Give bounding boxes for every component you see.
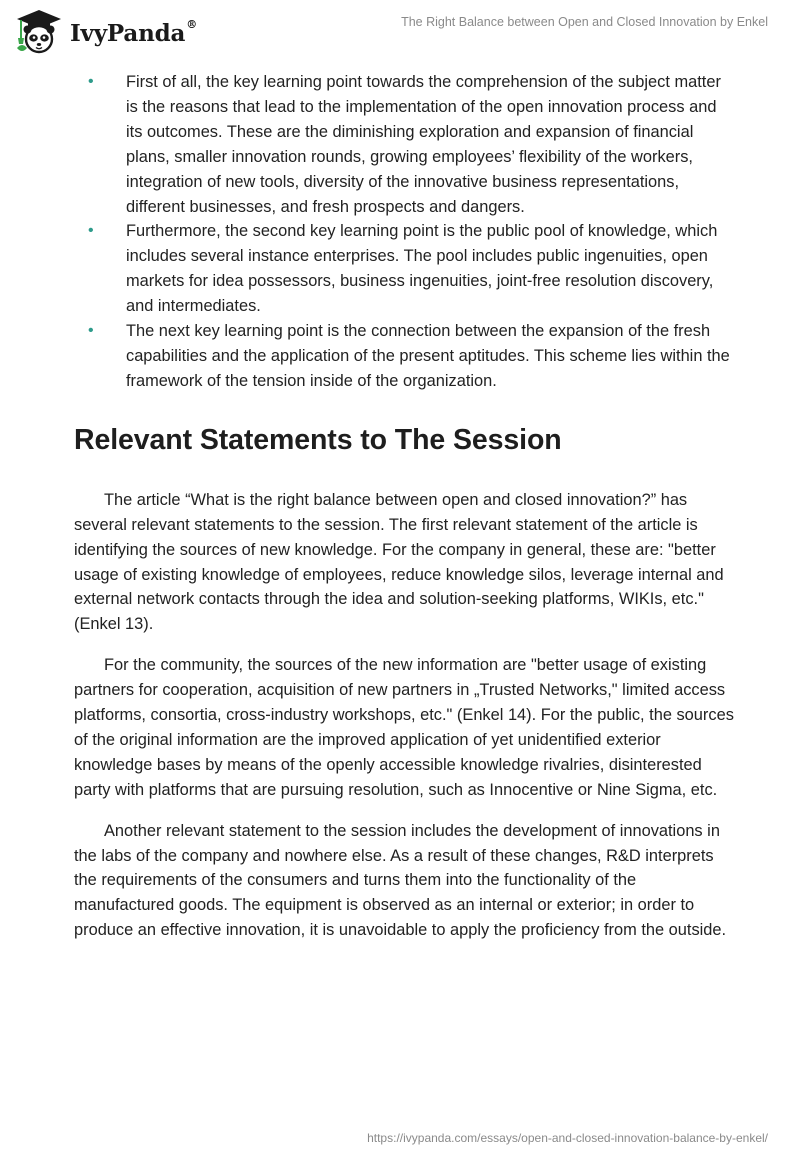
paragraph: Another relevant statement to the session includes the development of innovations in the labs of the company and nowhere else. As a result of these changes, R&D interprets the requirements of the consumers and turns them into the functionality of the manufactured goods. The equipment is observed as an internal or exterior; in order to produce an effective innovation, it is unavoidable to apply the proficiency from the outside. xyxy=(74,821,727,940)
panda-graduation-cap-icon xyxy=(14,8,64,56)
key-learning-points-list xyxy=(74,70,734,394)
registered-mark: ® xyxy=(186,17,197,31)
list-item xyxy=(74,70,734,219)
list-item-text: Furthermore, the second key learning point is the public pool of knowledge, which includes several instance enterprises. The pool includes public ingenuities, open markets for idea possessors, business ingenuities, joint-free resolution discovery, and intermediates. xyxy=(126,222,718,316)
paragraph: The article “What is the right balance between open and closed innovation?” has several relevant statements to the session. The first relevant statement of the article is identifying the sources of new knowledge. For the company in general, these are: "better usage of existing knowledge of employees, reduce knowledge silos, leverage internal and external network contacts through the idea and solution-seeking platforms, WIKIs, etc." (Enkel 13). xyxy=(74,490,724,634)
ivypanda-logo[interactable] xyxy=(14,8,197,56)
article-body xyxy=(74,70,734,943)
source-url[interactable]: https://ivypanda.com/essays/open-and-closed-innovation-balance-by-enkel/ xyxy=(367,1131,768,1145)
list-item-text: The next key learning point is the connection between the expansion of the fresh capabilities and the application of the present aptitudes. This scheme lies within the framework of the tension inside of the organization. xyxy=(126,322,730,390)
section-heading: Relevant Statements to The Session xyxy=(74,423,562,456)
logo-wordmark: IvyPanda® xyxy=(70,17,197,47)
list-item xyxy=(74,319,734,394)
list-item xyxy=(74,219,734,319)
bullet-icon: • xyxy=(88,73,94,90)
bullet-icon: • xyxy=(88,222,94,240)
document-title: The Right Balance between Open and Closed Innovation by Enkel xyxy=(401,15,768,29)
bullet-icon: • xyxy=(88,322,94,340)
list-item-text: First of all, the key learning point towards the comprehension of the subject matter is the reasons that lead to the implementation of the open innovation process and its outcomes. These are the diminishing exploration and expansion of financial plans, smaller innovation rounds, growing employees’ flexibility of the workers, integration of new tools, diversity of the innovative business representations, different businesses, and fresh prospects and dangers. xyxy=(126,73,721,216)
page-header xyxy=(0,0,800,64)
paragraph: For the community, the sources of the new information are "better usage of existing partners for cooperation, acquisition of new partners in „Trusted Networks," limited access platforms, consortia, cross-industry workshops, etc." (Enkel 14). For the public, the sources of the original information are the improved application of yet unidentified exterior knowledge bases by means of the openly accessible knowledge rivalries, disinterested party with platforms that are pursuing resolution, such as Innocentive or Nine Sigma, etc. xyxy=(74,656,734,799)
